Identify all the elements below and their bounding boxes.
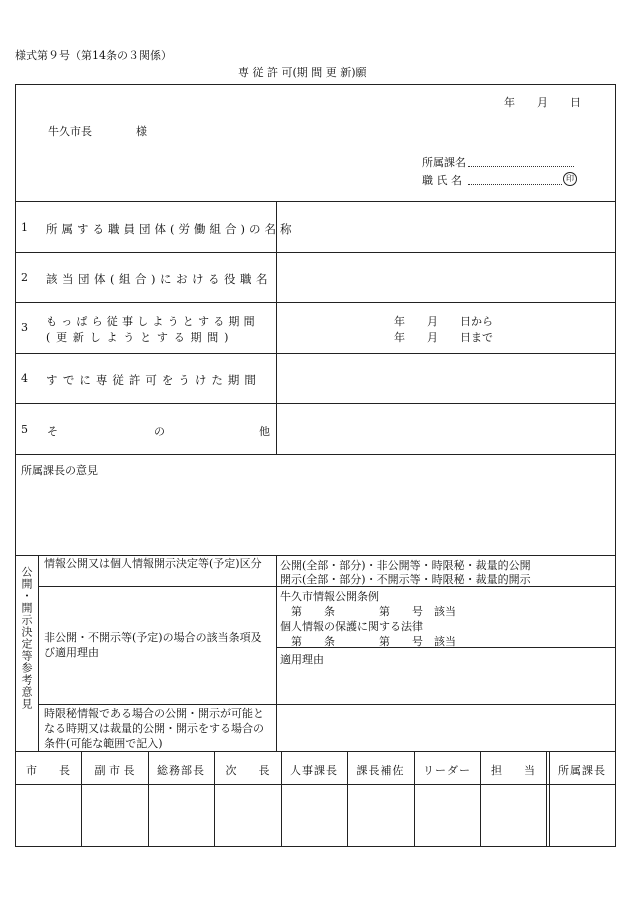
row-4-label: すでに専従許可をうけた期間 bbox=[46, 373, 261, 387]
divider bbox=[15, 403, 616, 404]
addressee: 牛久市長 様 bbox=[48, 125, 147, 138]
row-4-value[interactable] bbox=[282, 365, 612, 395]
disclosure-r2-ordinance: 牛久市情報公開条例 bbox=[280, 590, 379, 603]
row-2-value[interactable] bbox=[282, 264, 612, 294]
dept-field[interactable] bbox=[468, 166, 574, 167]
frame-right bbox=[615, 84, 616, 846]
row-5-number: 5 bbox=[21, 423, 28, 436]
divider bbox=[15, 784, 616, 785]
row-3-number: 3 bbox=[21, 321, 28, 334]
approval-header-mayor: 市 長 bbox=[26, 764, 70, 777]
row-3-label-2: (更新しようとする期間) bbox=[46, 331, 235, 344]
row-5-label-a: そ bbox=[47, 425, 58, 438]
divider bbox=[546, 751, 547, 846]
approval-header-staff: 担 当 bbox=[491, 764, 535, 777]
approval-header-deputy-director: 次 長 bbox=[225, 764, 270, 777]
row-4-number: 4 bbox=[21, 372, 28, 385]
disclosure-r3-label: 時限秘情報である場合の公開・開示が可能となる時期又は裁量的公開・開示をする場合の条件(可能な範囲で記入) bbox=[44, 707, 264, 750]
frame-top bbox=[15, 84, 616, 85]
divider bbox=[15, 555, 616, 556]
approval-header-hr-manager: 人事課長 bbox=[290, 764, 338, 777]
divider bbox=[15, 454, 616, 455]
row-1-value[interactable] bbox=[282, 214, 612, 244]
manager-opinion-field[interactable] bbox=[20, 480, 610, 550]
row-2-number: 2 bbox=[21, 271, 28, 284]
approval-header-assistant-manager: 課長補佐 bbox=[356, 764, 405, 777]
row-1-label: 所属する職員団体(労働組合)の名称 bbox=[46, 222, 296, 236]
manager-opinion-label: 所属課長の意見 bbox=[21, 464, 98, 477]
divider bbox=[15, 201, 616, 202]
approval-header-leader: リーダー bbox=[423, 764, 471, 777]
divider bbox=[15, 252, 616, 253]
approval-header-deputy-mayor: 副 市 長 bbox=[94, 764, 135, 777]
disclosure-side-label: 公開・開示決定等参考意見 bbox=[20, 566, 33, 710]
row-3-value-1[interactable]: 年 月 日から bbox=[394, 315, 493, 328]
row-3-value-2[interactable]: 年 月 日まで bbox=[394, 331, 493, 344]
name-field[interactable] bbox=[468, 184, 562, 185]
form-number: 様式第９号（第14条の３関係） bbox=[15, 49, 172, 62]
divider bbox=[276, 201, 277, 454]
divider bbox=[38, 555, 39, 751]
date-line: 年 月 日 bbox=[504, 96, 581, 109]
approval-header-section-manager: 所属課長 bbox=[558, 764, 606, 777]
frame-left bbox=[15, 84, 16, 846]
disclosure-r2-reason[interactable]: 適用理由 bbox=[280, 653, 324, 666]
seal-icon: 印 bbox=[563, 172, 577, 186]
form-title: 専 従 許 可(期 間 更 新)願 bbox=[238, 66, 367, 79]
divider bbox=[15, 751, 616, 752]
row-2-label: 該当団体(組合)における役職名 bbox=[46, 272, 272, 286]
disclosure-r1-label: 情報公開又は個人情報開示決定等(予定)区分 bbox=[44, 557, 262, 570]
divider bbox=[276, 555, 277, 751]
divider bbox=[38, 704, 616, 705]
row-3-label-1: もっぱら従事しようとする期間 bbox=[46, 315, 259, 328]
row-1-number: 1 bbox=[21, 221, 28, 234]
disclosure-r2-law: 個人情報の保護に関する法律 bbox=[280, 620, 423, 633]
dept-label: 所属課名 bbox=[422, 156, 466, 169]
divider bbox=[15, 302, 616, 303]
disclosure-r2-article-2[interactable]: 第 条 第 号 該当 bbox=[291, 635, 456, 648]
name-label: 職 氏 名 bbox=[422, 174, 462, 187]
row-5-value[interactable] bbox=[282, 415, 612, 445]
row-5-label-b: の bbox=[154, 425, 165, 438]
disclosure-r1-value-1[interactable]: 公開(全部・部分)・非公開等・時限秘・裁量的公開 bbox=[280, 559, 531, 572]
row-5-label-c: 他 bbox=[259, 425, 270, 438]
disclosure-r2-article-1[interactable]: 第 条 第 号 該当 bbox=[291, 605, 456, 618]
disclosure-r1-value-2[interactable]: 開示(全部・部分)・不開示等・時限秘・裁量的開示 bbox=[280, 573, 531, 586]
disclosure-r2-label: 非公開・不開示等(予定)の場合の該当条項及び適用理由 bbox=[44, 631, 262, 659]
divider bbox=[15, 353, 616, 354]
frame-bottom bbox=[15, 846, 616, 847]
approval-header-general-affairs-director: 総務部長 bbox=[157, 764, 205, 777]
